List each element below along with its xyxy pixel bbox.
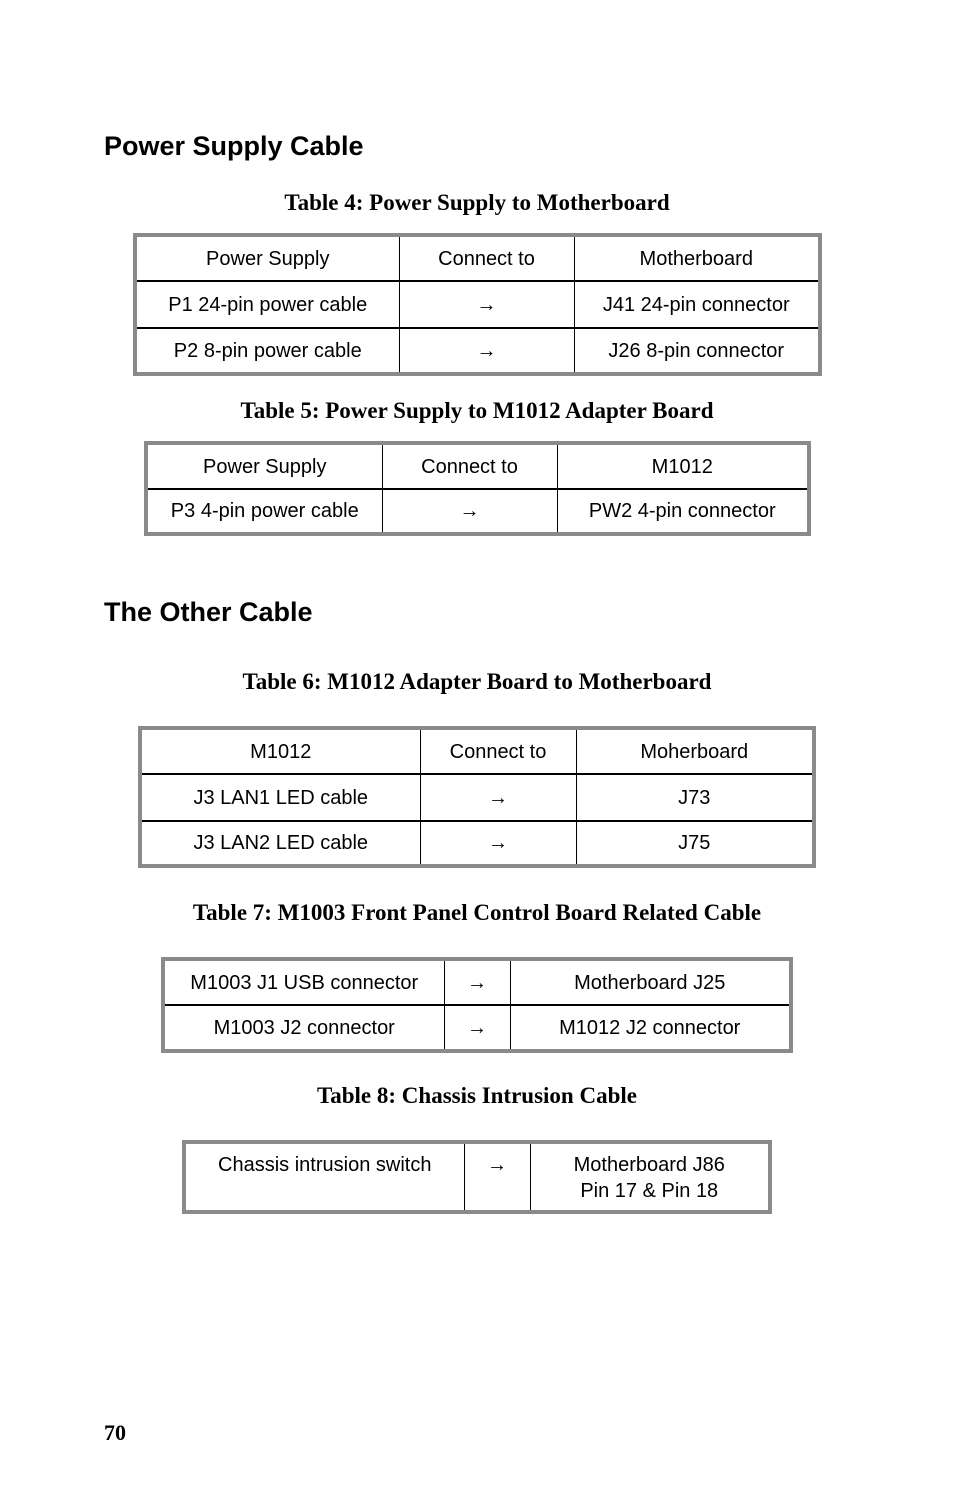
table-cell: J26 8-pin connector — [574, 328, 820, 374]
table8-caption: Table 8: Chassis Intrusion Cable — [317, 1083, 637, 1108]
table-header-cell: M1012 — [557, 443, 809, 489]
table-cell: PW2 4-pin connector — [557, 489, 809, 534]
arrow-icon: → — [444, 959, 510, 1005]
table5-caption: Table 5: Power Supply to M1012 Adapter Board — [240, 398, 714, 423]
table-cell: Motherboard J25 — [510, 959, 791, 1005]
arrow-icon: → — [420, 821, 576, 866]
table-cell: P2 8-pin power cable — [135, 328, 399, 374]
table-cell: J73 — [576, 774, 814, 821]
table-header-cell: M1012 — [140, 728, 420, 774]
table-row — [163, 959, 791, 1005]
table-cell — [530, 1142, 770, 1212]
table-header-row — [146, 443, 809, 489]
table-header-row — [140, 728, 814, 774]
table-cell: J3 LAN1 LED cable — [140, 774, 420, 821]
table-cell: M1003 J2 connector — [163, 1005, 444, 1051]
table-row — [146, 489, 809, 534]
table8 — [182, 1140, 772, 1214]
table-row — [135, 328, 820, 374]
table-header-cell: Connect to — [382, 443, 557, 489]
table-header-cell: Power Supply — [135, 235, 399, 281]
table7 — [161, 957, 793, 1053]
table-cell: M1012 J2 connector — [510, 1005, 791, 1051]
table5 — [144, 441, 811, 536]
table6 — [138, 726, 816, 868]
table-cell: J41 24-pin connector — [574, 281, 820, 328]
table-cell: P1 24-pin power cable — [135, 281, 399, 328]
arrow-icon: → — [382, 489, 557, 534]
table-cell: J75 — [576, 821, 814, 866]
section-title-other-cable: The Other Cable — [104, 597, 313, 627]
arrow-icon: → — [399, 281, 574, 328]
table-header-row — [135, 235, 820, 281]
arrow-icon: → — [399, 328, 574, 374]
table-row — [140, 821, 814, 866]
table-cell: P3 4-pin power cable — [146, 489, 382, 534]
table-cell: Chassis intrusion switch — [184, 1142, 464, 1212]
arrow-icon: → — [420, 774, 576, 821]
table-header-cell: Connect to — [420, 728, 576, 774]
section-title-power-supply-cable: Power Supply Cable — [104, 131, 364, 161]
table4 — [133, 233, 822, 376]
table-header-cell: Connect to — [399, 235, 574, 281]
table-header-cell: Motherboard — [574, 235, 820, 281]
arrow-icon: → — [464, 1142, 530, 1212]
table-cell-line: Motherboard J86 — [573, 1154, 725, 1176]
table7-caption: Table 7: M1003 Front Panel Control Board Related Cable — [192, 900, 762, 925]
table-row — [163, 1005, 791, 1051]
arrow-icon: → — [444, 1005, 510, 1051]
table6-caption: Table 6: M1012 Adapter Board to Motherboard — [242, 669, 712, 694]
table-header-cell: Power Supply — [146, 443, 382, 489]
page-number: 70 — [104, 1420, 126, 1445]
table-cell: J3 LAN2 LED cable — [140, 821, 420, 866]
table-row — [184, 1142, 770, 1212]
table-row — [135, 281, 820, 328]
table-header-cell: Moherboard — [576, 728, 814, 774]
table-row — [140, 774, 814, 821]
table-cell-line: Pin 17 & Pin 18 — [580, 1180, 719, 1202]
table-cell: M1003 J1 USB connector — [163, 959, 444, 1005]
table4-caption: Table 4: Power Supply to Motherboard — [284, 190, 670, 215]
